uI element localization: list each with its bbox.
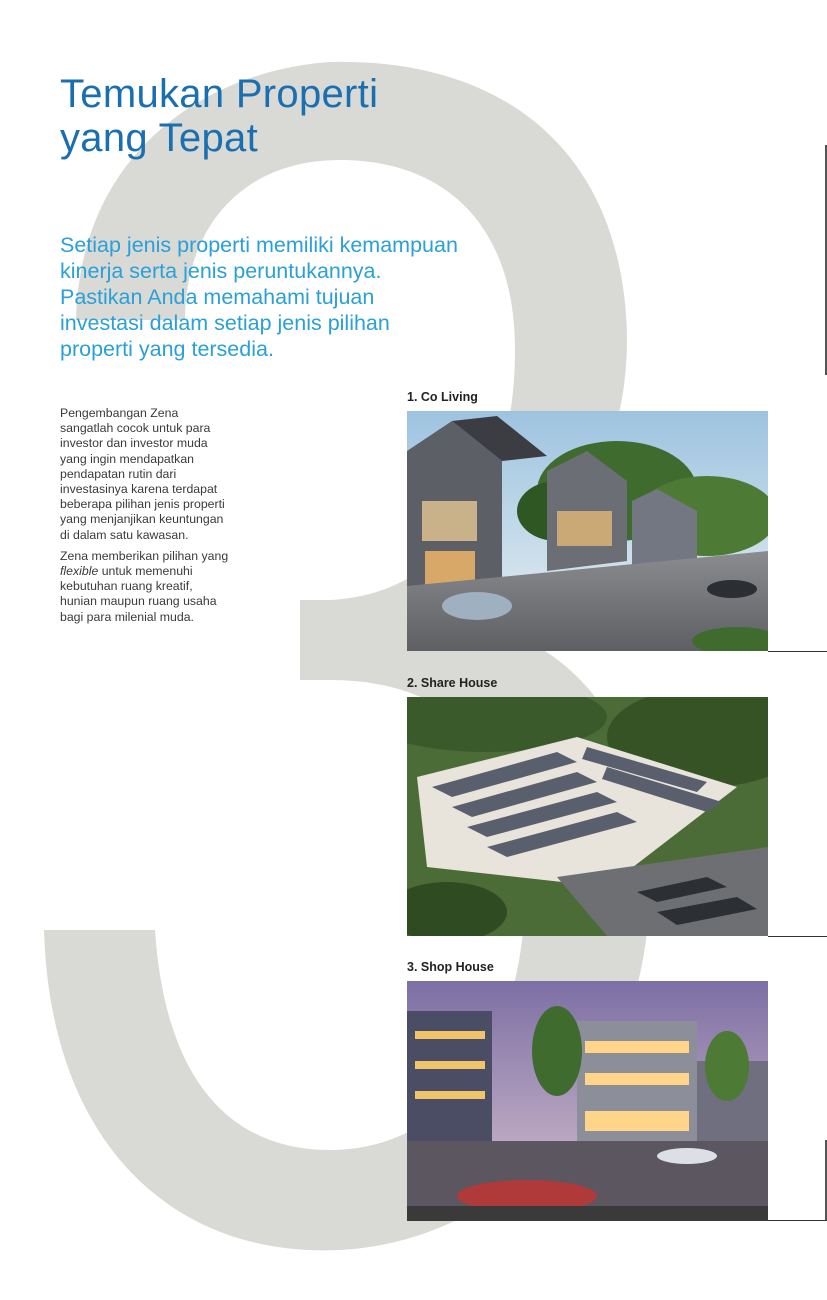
page-title: [60, 72, 378, 160]
body-paragraph-2-italic: flexible: [60, 564, 99, 579]
co-living-photo: [407, 411, 768, 651]
caption-co-living: 1. Co Living: [407, 390, 478, 404]
body-text: [60, 406, 232, 631]
body-paragraph-2: [60, 549, 232, 625]
body-paragraph-2-start: Zena memberikan pilihan yang: [60, 548, 229, 563]
shop-house-photo: [407, 981, 768, 1221]
caption-share-house: 2. Share House: [407, 676, 498, 690]
caption-rule-1: [768, 651, 827, 652]
caption-shop-house: 3. Shop House: [407, 960, 494, 974]
share-house-photo: [407, 697, 768, 936]
page-title-line2: yang Tepat: [60, 116, 258, 160]
body-paragraph-2-end: untuk memenuhi kebutuhan ruang kreatif, hunian maupun ruang usaha bagi para milenial muda.: [60, 564, 217, 624]
body-paragraph-1: Pengembangan Zena sangatlah cocok untuk para investor dan investor muda yang ingin mendapatkan pendapatan rutin dari investasinya karena terdapat beberapa pilihan jenis properti yang menjanjikan keuntungan di dalam satu kawasan.: [60, 406, 225, 542]
caption-rule-2: [768, 936, 827, 937]
page-title-line1: Temukan Properti: [60, 72, 379, 116]
lead-paragraph: Setiap jenis properti memiliki kemampuan kinerja serta jenis peruntukannya. Pastikan Anda memahami tujuan investasi dalam setiap jenis pilihan properti yang tersedia.: [60, 233, 458, 361]
caption-rule-3: [768, 1220, 827, 1221]
